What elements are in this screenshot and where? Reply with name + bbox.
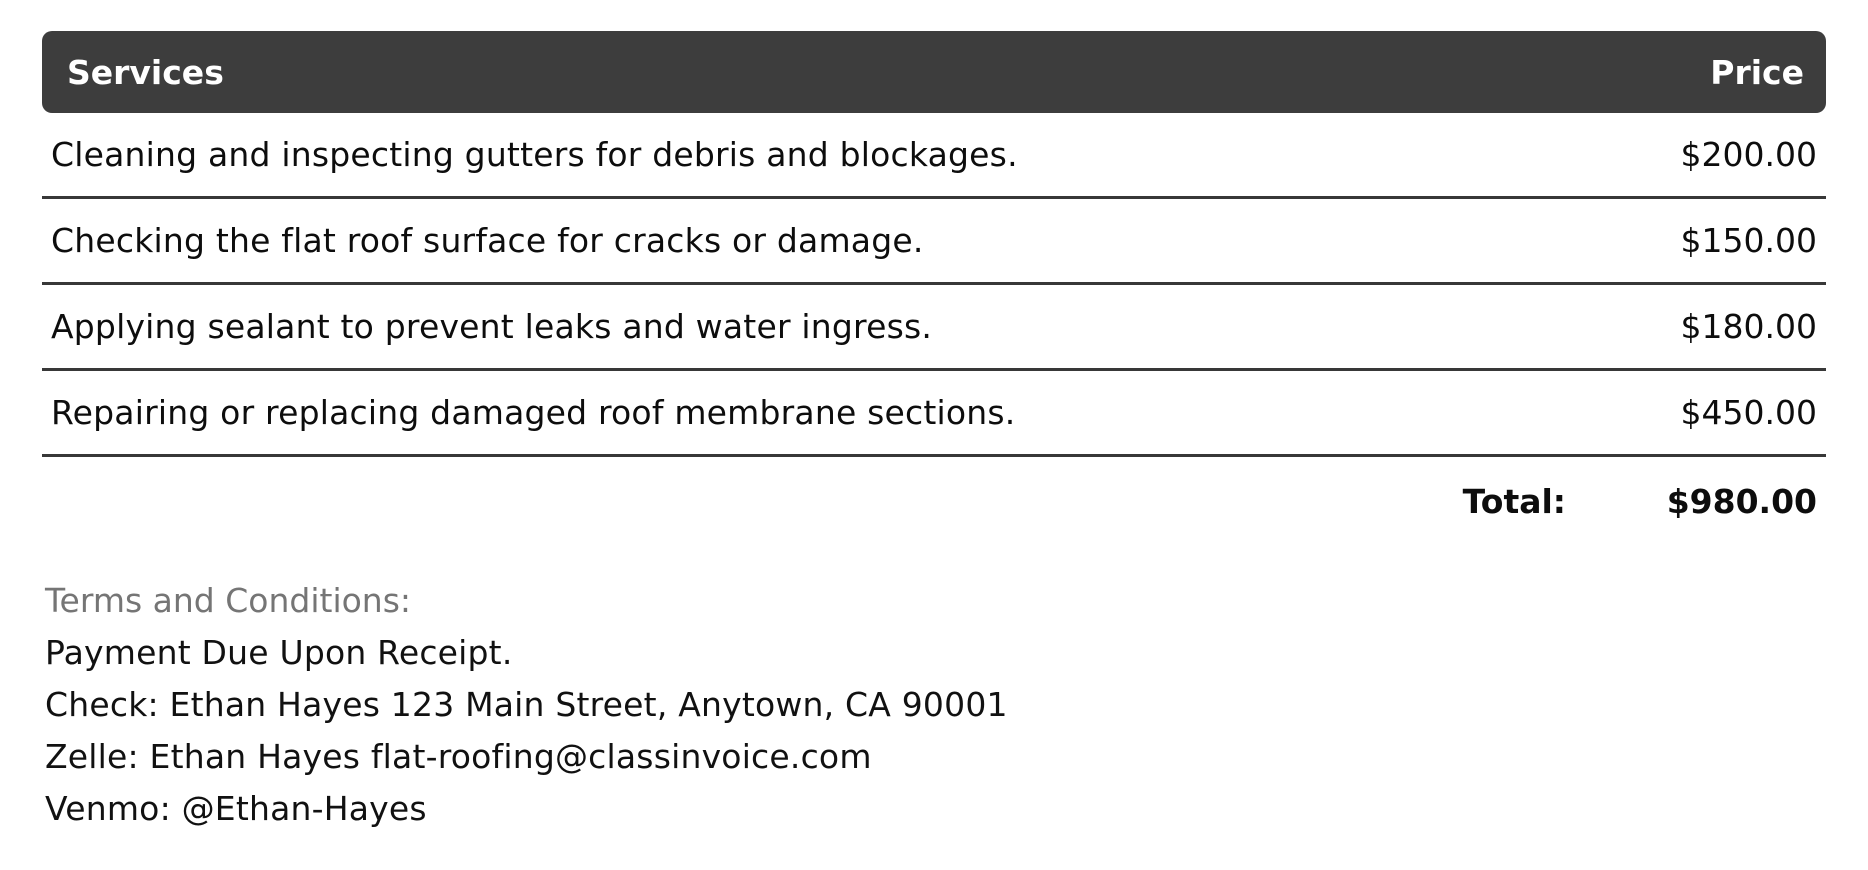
service-description: Cleaning and inspecting gutters for debris and blockages.	[51, 135, 1018, 174]
service-description: Repairing or replacing damaged roof membrane sections.	[51, 393, 1016, 432]
service-price: $150.00	[1680, 221, 1817, 260]
table-row	[42, 371, 1826, 457]
service-price: $450.00	[1680, 393, 1817, 432]
invoice-services-section	[42, 31, 1826, 835]
service-description: Checking the flat roof surface for cracks or damage.	[51, 221, 924, 260]
total-amount: $980.00	[1666, 481, 1817, 521]
terms-line-payment-due: Payment Due Upon Receipt.	[45, 633, 513, 672]
terms-line-zelle: Zelle: Ethan Hayes flat-roofing@classinvoice.com	[45, 737, 872, 776]
terms-line-venmo: Venmo: @Ethan-Hayes	[45, 789, 427, 828]
table-header-bar	[42, 31, 1826, 113]
services-column-header: Services	[67, 52, 224, 92]
total-row	[42, 457, 1826, 545]
service-price: $200.00	[1680, 135, 1817, 174]
table-row	[42, 285, 1826, 371]
terms-line-check: Check: Ethan Hayes 123 Main Street, Anytown, CA 90001	[45, 685, 1008, 724]
price-column-header: Price	[1710, 52, 1804, 92]
service-price: $180.00	[1680, 307, 1817, 346]
table-row	[42, 199, 1826, 285]
total-label: Total:	[1462, 481, 1566, 521]
terms-heading: Terms and Conditions:	[45, 581, 412, 620]
terms-and-conditions-section	[42, 575, 1826, 835]
service-description: Applying sealant to prevent leaks and water ingress.	[51, 307, 933, 346]
table-row	[42, 113, 1826, 199]
